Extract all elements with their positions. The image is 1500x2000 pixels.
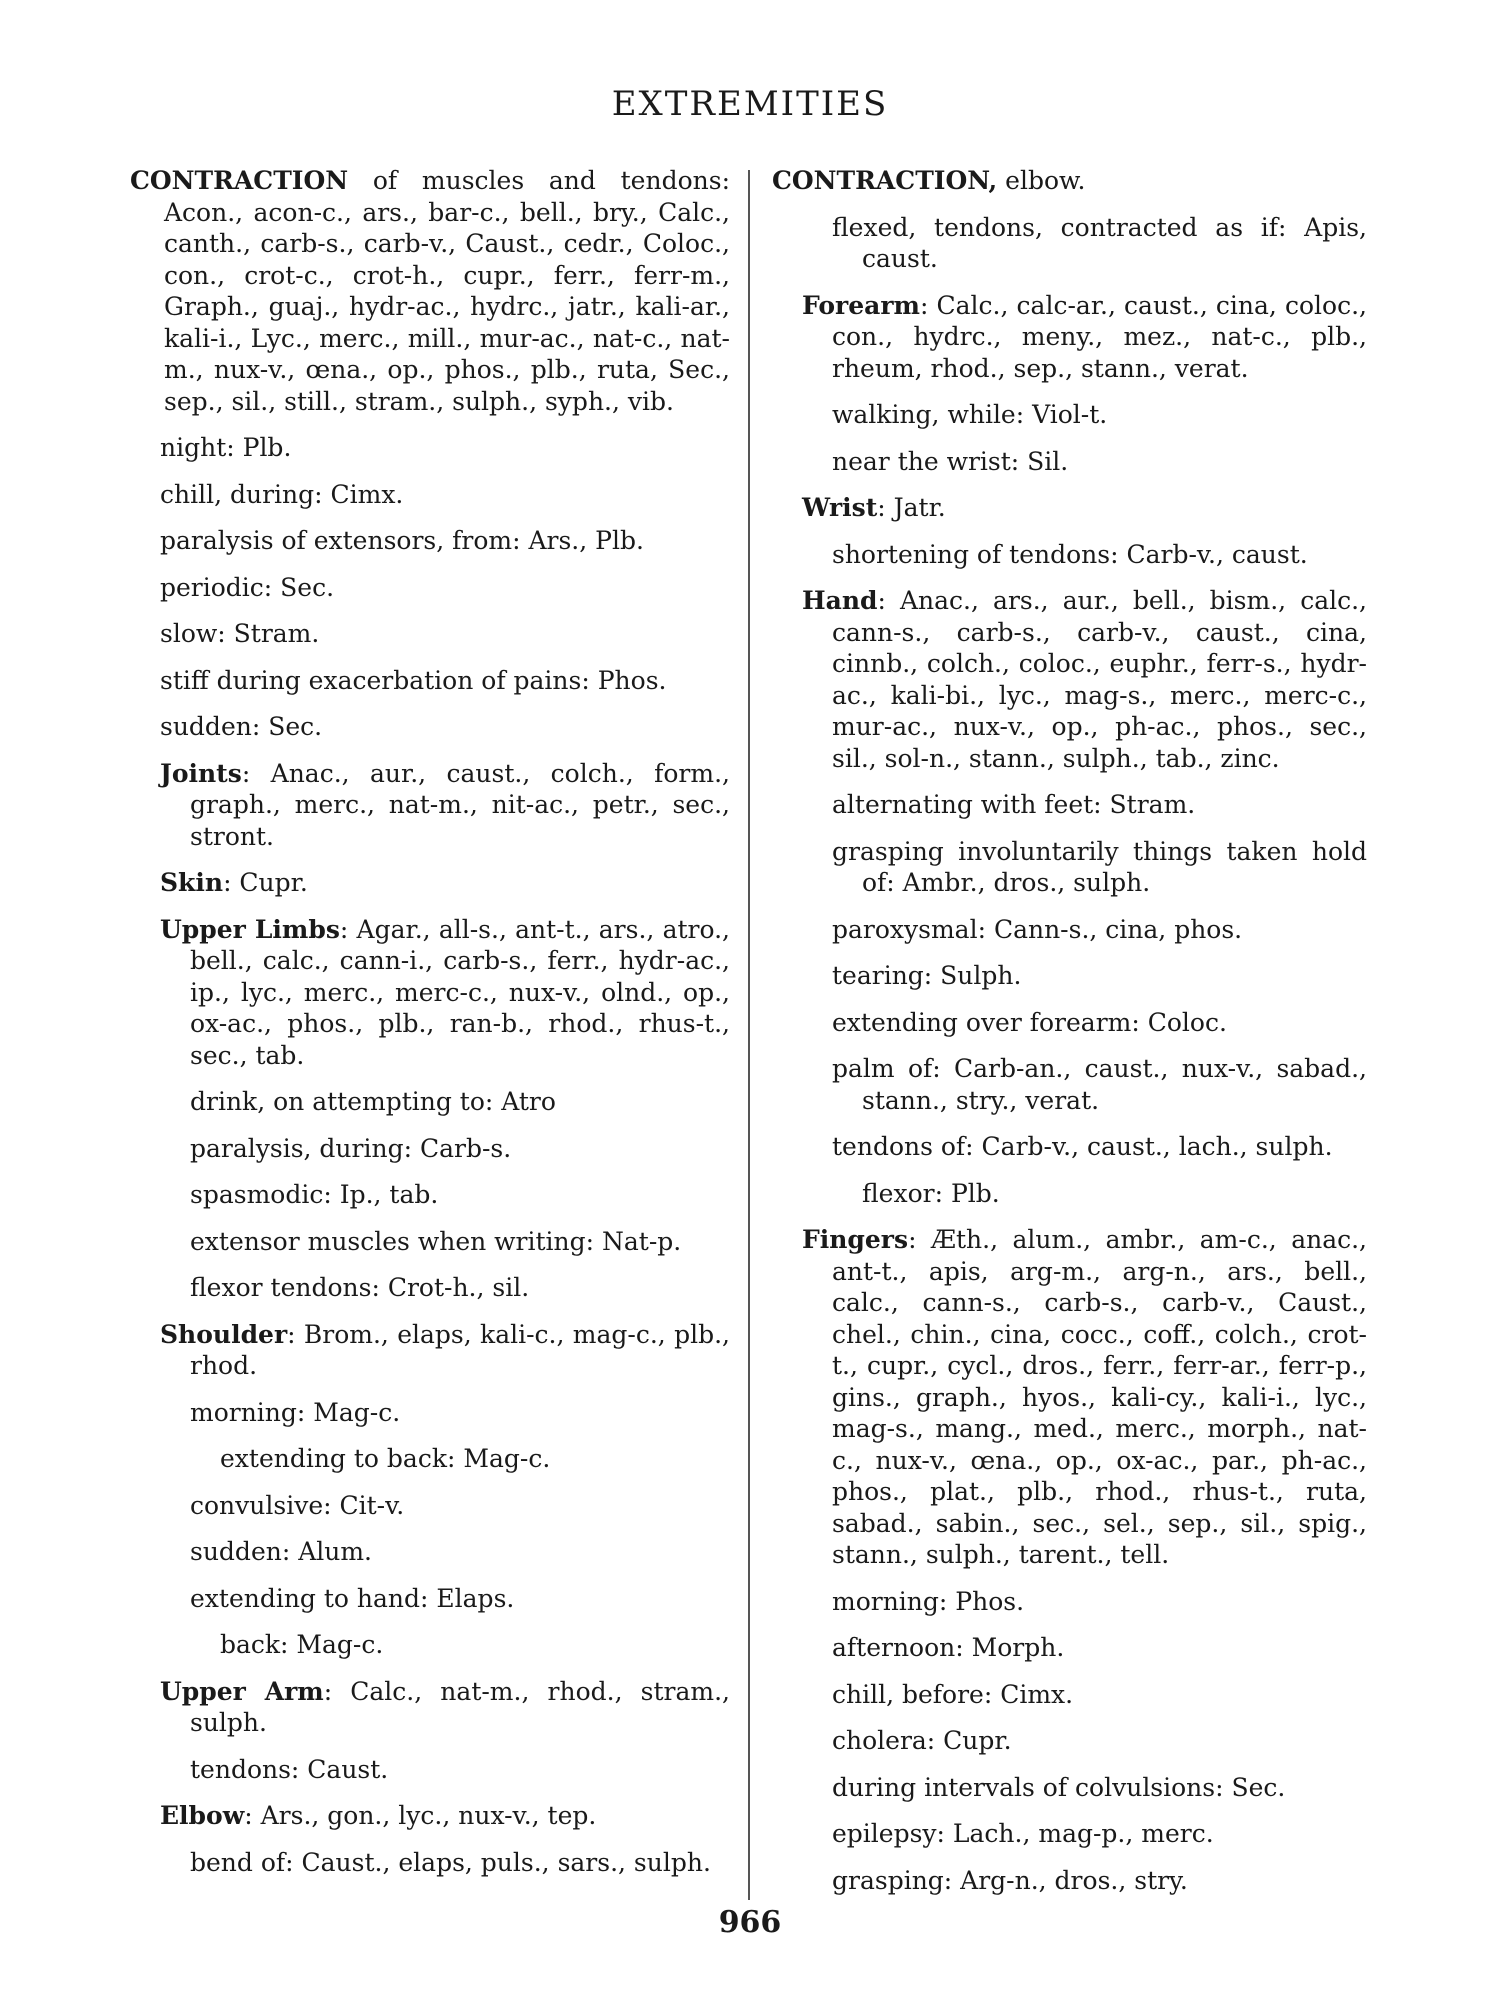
rubric-entry <box>130 758 730 853</box>
rubric-remedies: shortening of tendons: Carb-v., caust. <box>832 539 1308 569</box>
rubric-remedies: extending to hand: Elaps. <box>190 1583 515 1613</box>
rubric-entry <box>772 492 1367 524</box>
rubric-entry <box>130 1583 730 1615</box>
rubric-remedies: morning: Phos. <box>832 1586 1025 1616</box>
rubric-entry <box>772 914 1367 946</box>
rubric-entry <box>130 479 730 511</box>
rubric-entry <box>130 1179 730 1211</box>
rubric-remedies: paroxysmal: Cann-s., cina, phos. <box>832 914 1243 944</box>
rubric-remedies: : Brom., elaps, kali-c., mag-c., plb., rhod. <box>190 1319 730 1380</box>
rubric-remedies: bend of: Caust., elaps, puls., sars., sulph. <box>190 1847 711 1877</box>
rubric-entry <box>130 1319 730 1382</box>
rubric-remedies: chill, before: Cimx. <box>832 1679 1074 1709</box>
rubric-heading: Joints <box>160 758 242 788</box>
rubric-remedies: convulsive: Cit-v. <box>190 1490 405 1520</box>
rubric-remedies: near the wrist: Sil. <box>832 446 1069 476</box>
rubric-entry <box>772 1224 1367 1571</box>
rubric-entry <box>130 432 730 464</box>
rubric-remedies: cholera: Cupr. <box>832 1726 1012 1755</box>
rubric-remedies: back: Mag-c. <box>220 1630 384 1659</box>
rubric-heading: Upper Limbs <box>160 914 340 944</box>
rubric-remedies: extending over forearm: Coloc. <box>832 1007 1227 1037</box>
rubric-entry <box>772 1178 1367 1210</box>
rubric-entry <box>772 960 1367 992</box>
rubric-remedies: spasmodic: Ip., tab. <box>190 1180 439 1209</box>
rubric-remedies: drink, on attempting to: Atro <box>190 1087 556 1116</box>
rubric-entry <box>130 1397 730 1429</box>
rubric-remedies: sudden: Alum. <box>190 1537 373 1566</box>
rubric-remedies: : Cupr. <box>223 868 308 897</box>
rubric-heading: Skin <box>160 868 224 897</box>
rubric-entry <box>772 1679 1367 1711</box>
rubric-remedies: elbow. <box>997 166 1086 195</box>
page-title: EXTREMITIES <box>611 84 889 124</box>
rubric-remedies: flexor tendons: Crot-h., sil. <box>190 1273 530 1302</box>
rubric-entry <box>130 711 730 743</box>
column-divider <box>748 170 750 1900</box>
rubric-remedies: : Anac., ars., aur., bell., bism., calc., cann-s., carb-s., carb-v., caust., cina, cinnb., colch., coloc., euphr., ferr-s., hydr-ac., kali-bi., lyc., mag-s., merc., merc-c., mur-ac., nux-v., op., ph-ac., phos., sec., sil., sol-n., stann., sulph., tab., zinc. <box>832 586 1367 773</box>
rubric-entry <box>130 525 730 557</box>
rubric-entry <box>130 914 730 1072</box>
rubric-entry <box>772 1131 1367 1163</box>
rubric-entry <box>772 836 1367 899</box>
rubric-remedies: : Agar., all-s., ant-t., ars., atro., bell., calc., cann-i., carb-s., ferr., hydr-ac., ip., lyc., merc., merc-c., nux-v., olnd., op., ox-ac., phos., plb., ran-b., rhod., rhus-t., sec., tab. <box>190 914 730 1070</box>
rubric-remedies: palm of: Carb-an., caust., nux-v., sabad., stann., stry., verat. <box>832 1054 1367 1115</box>
rubric-entry <box>130 1226 730 1258</box>
rubric-remedies: : Calc., calc-ar., caust., cina, coloc., con., hydrc., meny., mez., nat-c., plb., rheum, rhod., sep., stann., verat. <box>832 290 1367 383</box>
rubric-remedies: stiff during exacerbation of pains: Phos. <box>160 665 667 695</box>
rubric-entry <box>130 867 730 899</box>
rubric-heading: CONTRACTION, <box>772 166 998 195</box>
rubric-heading: Shoulder <box>160 1319 288 1349</box>
rubric-remedies: extending to back: Mag-c. <box>220 1444 551 1473</box>
rubric-entry <box>130 1800 730 1832</box>
rubric-remedies: alternating with feet: Stram. <box>832 790 1196 819</box>
rubric-entry <box>130 1490 730 1522</box>
page-number: 966 <box>718 1905 782 1940</box>
rubric-remedies: paralysis, during: Carb-s. <box>190 1133 512 1163</box>
rubric-entry <box>772 539 1367 571</box>
rubric-remedies: : Æth., alum., ambr., am-c., anac., ant-t., apis, arg-m., arg-n., ars., bell., calc., cann-s., carb-s., carb-v., Caust., chel., chin., cina, cocc., coff., colch., crot-t., cupr., cycl., dros., ferr., ferr-ar., ferr-p., gins., graph., hyos., kali-cy., kali-i., lyc., mag-s., mang., med., merc., morph., nat-c., nux-v., œna., op., ox-ac., par., ph-ac., phos., plat., plb., rhod., rhus-t., ruta, sabad., sabin., sec., sel., sep., sil., spig., stann., sulph., tarent., tell. <box>832 1225 1367 1569</box>
rubric-remedies: : Anac., aur., caust., colch., form., graph., merc., nat-m., nit-ac., petr., sec., stront. <box>190 758 730 851</box>
rubric-entry <box>772 446 1367 478</box>
rubric-entry <box>772 290 1367 385</box>
rubric-heading: Forearm <box>802 290 920 320</box>
rubric-heading: Elbow <box>160 1801 245 1830</box>
rubric-entry <box>772 1632 1367 1664</box>
rubric-remedies: sudden: Sec. <box>160 712 323 741</box>
rubric-entry <box>772 399 1367 431</box>
rubric-remedies: tearing: Sulph. <box>832 961 1022 990</box>
rubric-remedies: : Calc., nat-m., rhod., stram., sulph. <box>190 1676 730 1737</box>
rubric-entry <box>130 1086 730 1118</box>
rubric-entry <box>130 1443 730 1475</box>
rubric-remedies: grasping: Arg-n., dros., stry. <box>832 1865 1188 1895</box>
rubric-entry <box>772 165 1367 197</box>
rubric-entry <box>772 585 1367 774</box>
rubric-entry <box>772 1865 1367 1897</box>
rubric-remedies: paralysis of extensors, from: Ars., Plb. <box>160 526 644 555</box>
rubric-remedies: afternoon: Morph. <box>832 1633 1065 1662</box>
rubric-remedies: flexed, tendons, contracted as if: Apis, caust. <box>832 212 1367 273</box>
rubric-remedies: of muscles and tendons: Acon., acon-c., ars., bar-c., bell., bry., Calc., canth., carb-s., carb-v., Caust., cedr., Coloc., con., crot-c., crot-h., cupr., ferr., ferr-m., Graph., guaj., hydr-ac., hydrc., jatr., kali-ar., kali-i., Lyc., merc., mill., mur-ac., nat-c., nat-m., nux-v., œna., op., phos., plb., ruta, Sec., sep., sil., still., stram., sulph., syph., vib. <box>164 166 730 416</box>
rubric-entry <box>772 1586 1367 1618</box>
rubric-entry <box>130 1754 730 1786</box>
rubric-heading: Fingers <box>802 1225 909 1254</box>
rubric-remedies: slow: Stram. <box>160 619 320 648</box>
rubric-entry <box>772 212 1367 275</box>
rubric-heading: Wrist <box>802 493 878 522</box>
right-column <box>772 165 1367 1911</box>
rubric-entry <box>130 1133 730 1165</box>
rubric-entry <box>130 665 730 697</box>
rubric-remedies: periodic: Sec. <box>160 572 335 602</box>
rubric-heading: Upper Arm <box>160 1676 324 1706</box>
rubric-remedies: chill, during: Cimx. <box>160 479 404 509</box>
rubric-entry <box>772 1772 1367 1804</box>
rubric-entry <box>772 789 1367 821</box>
rubric-remedies: flexor: Plb. <box>862 1178 1000 1208</box>
rubric-remedies: : Jatr. <box>877 493 946 522</box>
rubric-remedies: night: Plb. <box>160 433 292 462</box>
rubric-entry <box>130 572 730 604</box>
rubric-remedies: tendons of: Carb-v., caust., lach., sulph. <box>832 1132 1333 1161</box>
rubric-entry <box>772 1007 1367 1039</box>
rubric-entry <box>772 1725 1367 1757</box>
rubric-heading: Hand <box>802 586 878 615</box>
rubric-remedies: extensor muscles when writing: Nat-p. <box>190 1226 682 1256</box>
rubric-remedies: tendons: Caust. <box>190 1754 389 1784</box>
rubric-entry <box>772 1053 1367 1116</box>
rubric-remedies: morning: Mag-c. <box>190 1397 401 1427</box>
rubric-entry <box>130 1847 730 1879</box>
rubric-entry <box>130 1676 730 1739</box>
rubric-remedies: grasping involuntarily things taken hold of: Ambr., dros., sulph. <box>832 836 1367 897</box>
rubric-heading: CONTRACTION <box>130 166 349 195</box>
rubric-entry <box>130 1629 730 1661</box>
rubric-entry <box>130 1536 730 1568</box>
rubric-entry <box>130 618 730 650</box>
rubric-entry <box>772 1818 1367 1850</box>
rubric-entry <box>130 1272 730 1304</box>
rubric-remedies: epilepsy: Lach., mag-p., merc. <box>832 1819 1214 1848</box>
left-column <box>130 165 730 1893</box>
rubric-remedies: walking, while: Viol-t. <box>832 400 1108 429</box>
rubric-entry <box>130 165 730 417</box>
rubric-remedies: : Ars., gon., lyc., nux-v., tep. <box>244 1801 597 1830</box>
rubric-remedies: during intervals of colvulsions: Sec. <box>832 1772 1286 1802</box>
